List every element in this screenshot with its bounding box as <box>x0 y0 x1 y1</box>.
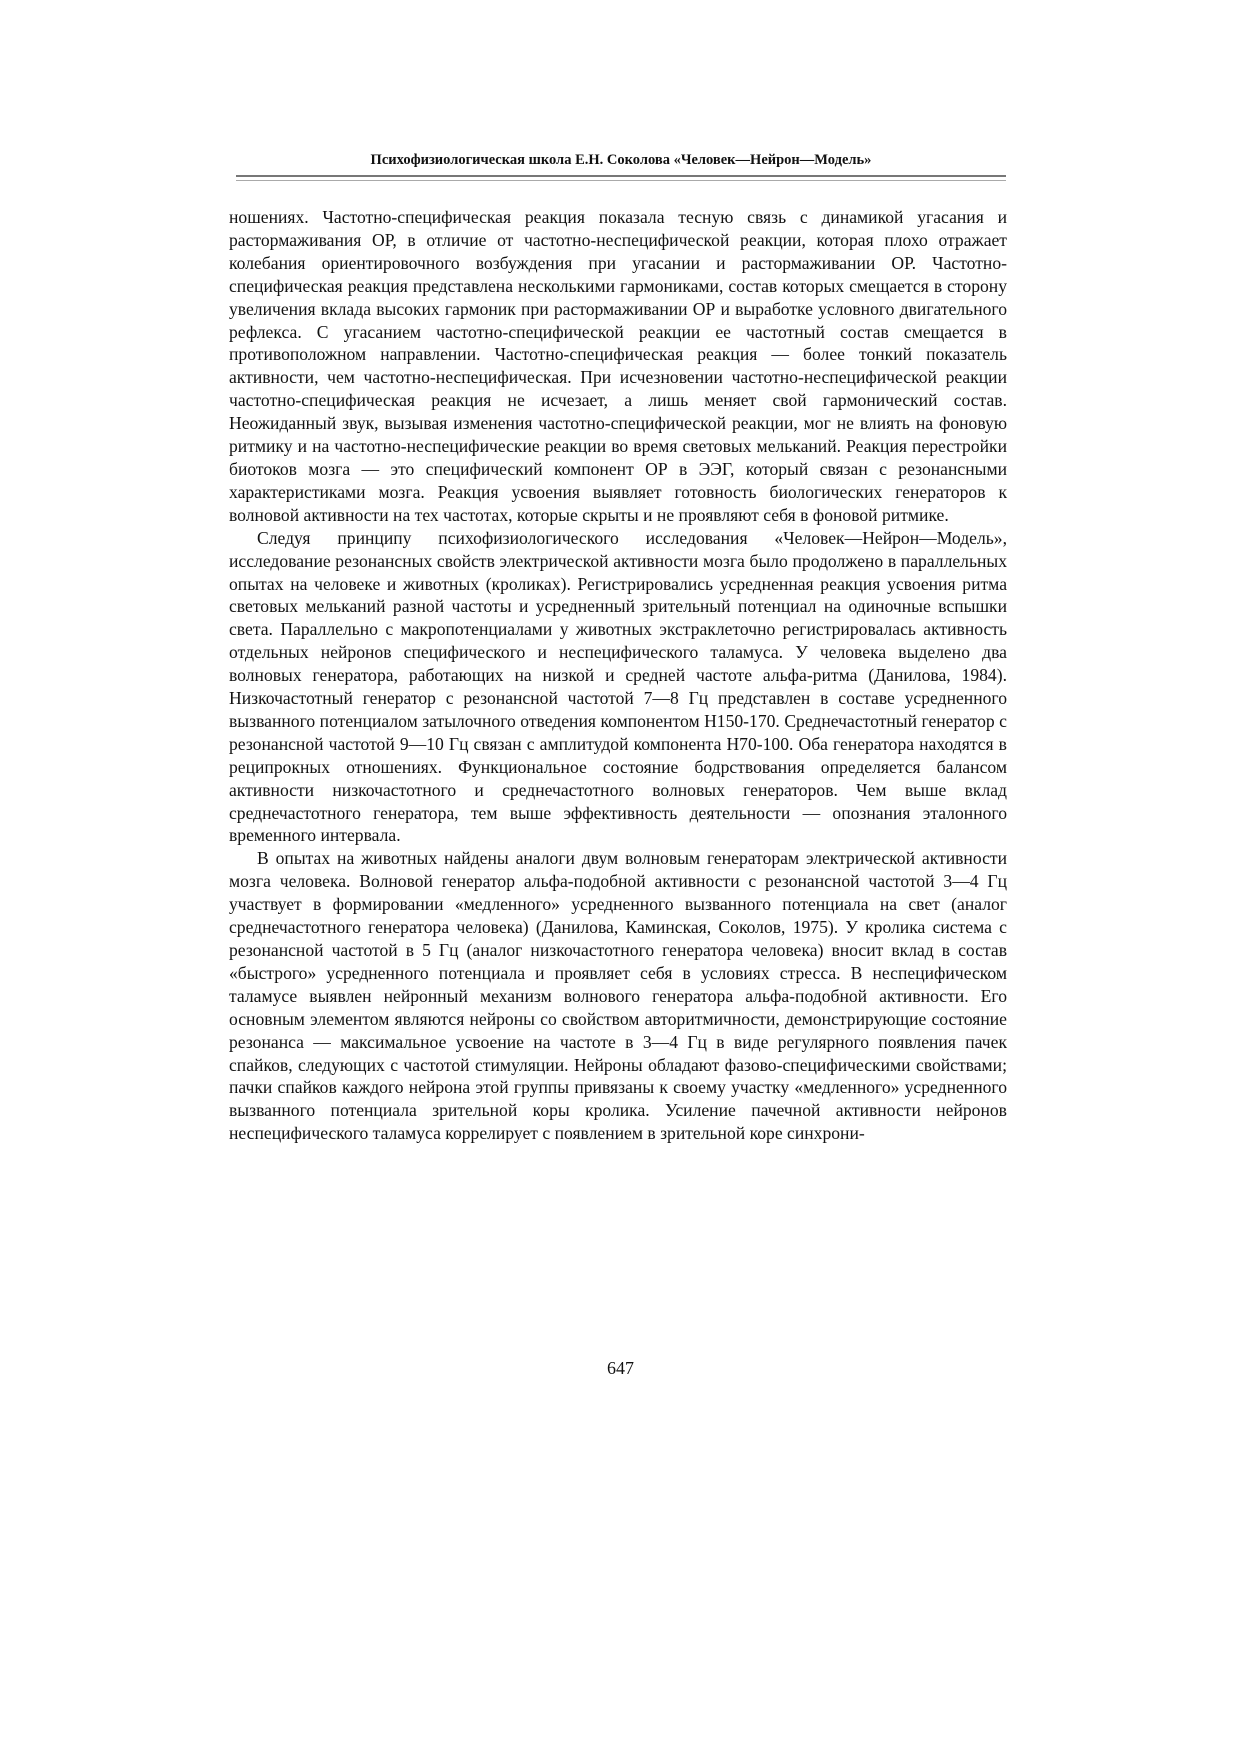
paragraph-3: В опытах на животных найдены аналоги двум волновым генераторам электрической активности мозга человека. Волновой генератор альфа-подобной активности с резонансной частотой 3—4 Гц участвует в формировании «медленного» усредненного вызванного потенциала на свет (аналог среднечастотного генератора человека) (Данилова, Каминская, Соколов, 1975). У кролика система с резонансной частотой в 5 Гц (аналог низкочастотного генератора человека) вносит вклад в состав «быстрого» усредненного потенциала и проявляет себя в условиях стресса. В неспецифическом таламусе выявлен нейронный механизм волнового генератора альфа-подобной активности. Его основным элементом являются нейроны со свойством авторитмичности, демонстрирующие состояние резонанса — максимальное усвоение на частоте в 3—4 Гц в виде регулярного появления пачек спайков, следующих с частотой стимуляции. Нейроны обладают фазово-специфическими свойствами; пачки спайков каждого нейрона этой группы привязаны к своему участку «медленного» усредненного вызванного потенциала зрительной коры кролика. Усиление пачечной активности нейронов неспецифического таламуса коррелирует с появлением в зрительной коре синхрони- <box>229 848 1007 1144</box>
paragraph-2: Следуя принципу психофизиологического исследования «Человек—Нейрон—Модель», исследование резонансных свойств электрической активности мозга было продолжено в параллельных опытах на человеке и животных (кроликах). Регистрировались усредненная реакция усвоения ритма световых мельканий разной частоты и усредненный зрительный потенциал на одиночные вспышки света. Параллельно с макропотенциалами у животных экстраклеточно регистрировалась активность отдельных нейронов специфического и неспецифического таламуса. У человека выделено два волновых генератора, работающих на низкой и средней частоте альфа-ритма (Данилова, 1984). Низкочастотный генератор с резонансной частотой 7—8 Гц представлен в составе усредненного вызванного потенциалом затылочного отведения компонентом Н150-170. Среднечастотный генератор с резонансной частотой 9—10 Гц связан с амплитудой компонента Н70-100. Оба генератора находятся в реципрокных отношениях. Функциональное состояние бодрствования определяется балансом активности низкочастотного и среднечастотного волновых генераторов. Чем выше вклад среднечастотного генератора, тем выше эффективность деятельности — опознания эталонного временного интервала. <box>229 527 1007 846</box>
running-header: Психофизиологическая школа Е.Н. Соколова «Человек—Нейрон—Модель» <box>370 152 872 168</box>
body-text <box>229 206 1007 1145</box>
header-rule <box>236 175 1006 177</box>
header-rule-thin <box>236 180 1006 181</box>
paragraph-1: ношениях. Частотно-специфическая реакция показала тесную связь с динамикой угасания и растормаживания ОР, в отличие от частотно-неспецифической реакции, которая плохо отражает колебания ориентировочного возбуждения при угасании и растормаживании ОР. Частотно-специфическая реакция представлена несколькими гармониками, состав которых смещается в сторону увеличения вклада высоких гармоник при растормаживании ОР и выработке условного двигательного рефлекса. С угасанием частотно-специфической реакции ее частотный состав смещается в противоположном направлении. Частотно-специфическая реакция — более тонкий показатель активности, чем частотно-неспецифическая. При исчезновении частотно-неспецифической реакции частотно-специфическая реакция не исчезает, а лишь меняет свой гармонический состав. Неожиданный звук, вызывая изменения частотно-специфической реакции, мог не влиять на фоновую ритмику и на частотно-неспецифические реакции во время световых мельканий. Реакция перестройки биотоков мозга — это специфический компонент ОР в ЭЭГ, который связан с резонансными характеристиками мозга. Реакция усвоения выявляет готовность биологических генераторов к волновой активности на тех частотах, которые скрыты и не проявляют себя в фоновой ритмике. <box>229 207 1007 525</box>
page-number: 647 <box>607 1358 634 1378</box>
